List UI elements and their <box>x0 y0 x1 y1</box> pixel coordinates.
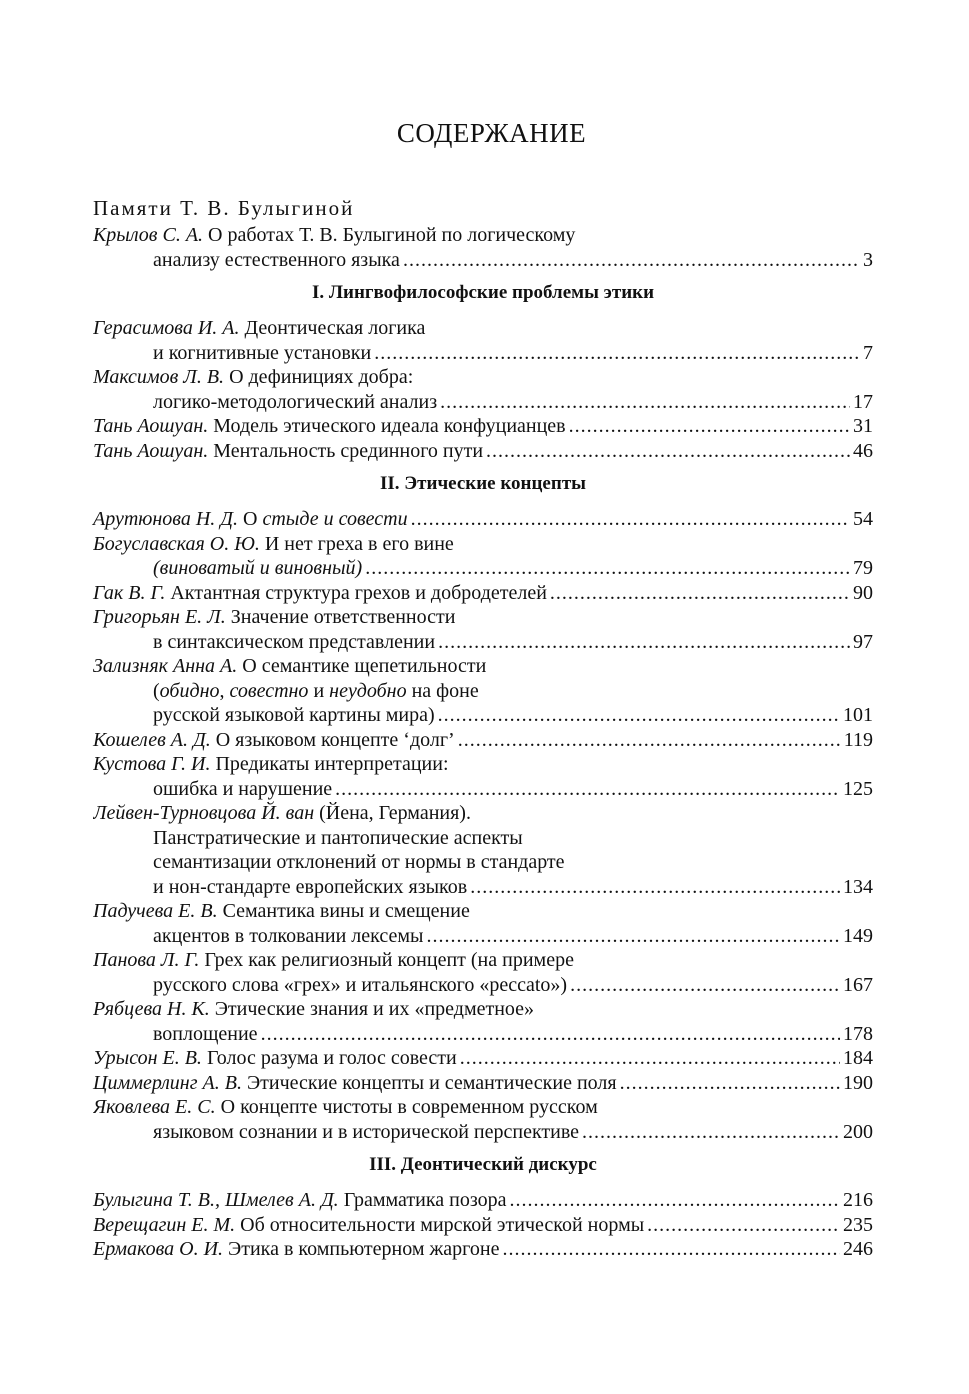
italic-text: стыде и совести <box>262 508 408 530</box>
entry-last-line <box>93 728 873 753</box>
dot-leader <box>261 1022 840 1047</box>
entry-author: Григорьян Е. Л. <box>93 606 226 628</box>
toc-entry[interactable] <box>93 414 873 439</box>
dot-leader <box>426 924 840 949</box>
toc-entry[interactable] <box>93 1046 873 1071</box>
entry-last-line <box>93 439 873 464</box>
page-number: 17 <box>853 390 873 413</box>
toc-entry-memorial[interactable] <box>93 223 873 272</box>
entry-last-line <box>93 1022 873 1047</box>
entry-last-line <box>93 703 873 728</box>
entry-title-end: Гак В. Г. Актантная структура грехов и добродетелей <box>93 581 547 604</box>
entry-author: Яковлева Е. С. <box>93 1096 216 1118</box>
entry-author: Ермакова О. И. <box>93 1238 224 1260</box>
section-heading: I. Лингвофилософские проблемы этики <box>311 282 655 303</box>
entry-author: Лейвен-Турновцова Й. ван <box>93 802 315 824</box>
italic-text: (виноватый и виновный) <box>153 557 363 579</box>
toc-entry[interactable] <box>93 948 873 997</box>
entry-last-line <box>93 341 873 366</box>
page-number: 54 <box>853 508 873 530</box>
dot-leader <box>550 581 850 606</box>
page-number: 246 <box>843 1238 873 1260</box>
page-number: 200 <box>843 1120 873 1143</box>
entry-title-end: Арутюнова Н. Д. О стыде и совести <box>93 508 408 530</box>
dot-leader <box>458 728 841 753</box>
table-of-contents <box>93 195 873 1262</box>
toc-entry[interactable] <box>93 365 873 414</box>
memorial-heading: Памяти Т. В. Булыгиной <box>93 196 355 220</box>
entry-last-line <box>93 1213 873 1238</box>
entry-title-end: Тань Аошуан. Модель этического идеала конфуцианцев <box>93 415 566 437</box>
page-number: 79 <box>853 557 873 579</box>
dot-leader <box>438 630 850 655</box>
entry-title: (Йена, Германия). <box>319 802 471 824</box>
entry-last-line <box>93 1046 873 1071</box>
entry-title-end: и когнитивные установки <box>153 341 372 364</box>
entry-last-line <box>93 630 873 655</box>
entry-last-line <box>93 777 873 802</box>
section-heading: II. Этические концепты <box>380 473 586 494</box>
dot-leader <box>460 1046 840 1071</box>
page-number: 31 <box>853 415 873 437</box>
entry-author: Кустова Г. И. <box>93 753 211 775</box>
page-number: 216 <box>843 1189 873 1211</box>
entry-author: Богуславская О. Ю. <box>93 532 260 555</box>
dot-leader <box>502 1237 840 1262</box>
entry-title-end: Верещагин Е. М. Об относительности мирской этической нормы <box>93 1213 645 1236</box>
entry-author: Циммерлинг А. В. <box>93 1071 242 1094</box>
dot-leader <box>440 390 850 415</box>
entry-title-end: логико-методологический анализ <box>153 390 438 413</box>
dot-leader <box>470 875 840 900</box>
entry-title: Предикаты интерпретации: <box>215 753 449 775</box>
page-number: 7 <box>863 341 873 364</box>
toc-entry[interactable] <box>93 728 873 753</box>
entry-last-line <box>93 924 873 949</box>
entry-first-line <box>93 532 873 557</box>
toc-entry[interactable] <box>93 532 873 581</box>
entry-author: Булыгина Т. В., Шмелев А. Д. <box>93 1189 339 1211</box>
entry-last-line <box>93 507 873 532</box>
entry-author: Гак В. Г. <box>93 581 166 604</box>
page-number: 134 <box>843 875 873 898</box>
entry-last-line <box>93 1071 873 1096</box>
page-number: 101 <box>843 704 873 726</box>
toc-entry[interactable] <box>93 1095 873 1144</box>
toc-entry[interactable] <box>93 752 873 801</box>
entry-first-line <box>93 997 873 1022</box>
entry-author: Арутюнова Н. Д. <box>93 508 239 530</box>
dot-leader <box>510 1188 841 1213</box>
entry-continuation-line: Панстратические и пантопические аспекты <box>153 826 523 849</box>
entry-last-line <box>93 1188 873 1213</box>
entry-title: О концепте чистоты в современном русском <box>220 1096 598 1118</box>
dot-leader <box>365 556 850 581</box>
entry-continuation-line: семантизации отклонений от нормы в стандарте <box>153 851 565 873</box>
dot-leader <box>569 414 850 439</box>
entry-title: Значение ответственности <box>230 606 456 628</box>
dot-leader <box>335 777 840 802</box>
dot-leader <box>411 507 850 532</box>
toc-entry[interactable] <box>93 997 873 1046</box>
page-number: 149 <box>843 924 873 947</box>
entry-continuation-line: (обидно, совестно и неудобно на фоне <box>153 679 479 702</box>
entry-title: О работах Т. В. Булыгиной по логическому <box>208 224 576 246</box>
page-number: 167 <box>843 973 873 996</box>
dot-leader <box>486 439 850 464</box>
toc-entry[interactable] <box>93 1188 873 1213</box>
page-number: 90 <box>853 581 873 604</box>
toc-entry[interactable] <box>93 507 873 532</box>
entry-first-line <box>93 801 873 826</box>
page-number: 184 <box>843 1047 873 1069</box>
entry-title-end: русской языковой картины мира) <box>153 704 435 726</box>
entry-first-line <box>93 605 873 630</box>
entry-author: Падучева Е. В. <box>93 900 218 922</box>
italic-text: совестно <box>229 679 309 702</box>
entry-last-line <box>93 973 873 998</box>
toc-entry[interactable] <box>93 654 873 728</box>
toc-entry[interactable] <box>93 581 873 606</box>
entry-title-end: русского слова «грех» и итальянского «peccato») <box>153 973 568 996</box>
entry-author: Панова Л. Г. <box>93 949 200 971</box>
page-number: 235 <box>843 1213 873 1236</box>
entry-first-line <box>93 899 873 924</box>
italic-text: неудобно <box>329 679 407 702</box>
page-title: СОДЕРЖАНИЕ <box>396 118 587 148</box>
entry-title-end: Тань Аошуан. Ментальность срединного пути <box>93 439 484 462</box>
entry-title: И нет греха в его вине <box>264 532 454 555</box>
entry-title-end: Урысон Е. В. Голос разума и голос совести <box>93 1047 457 1069</box>
entry-title-end: Булыгина Т. В., Шмелев А. Д. Грамматика позора <box>93 1189 507 1211</box>
page-number: 3 <box>863 248 873 271</box>
entry-title-end: акцентов в толковании лексемы <box>153 924 424 947</box>
entry-first-line <box>93 752 873 777</box>
page-number: 97 <box>853 630 873 653</box>
entry-title-end: Ермакова О. И. Этика в компьютерном жаргоне <box>93 1238 500 1260</box>
entry-first-line <box>93 654 873 679</box>
entry-first-line <box>93 365 873 390</box>
toc-entry[interactable] <box>93 316 873 365</box>
entry-first-line <box>93 1095 873 1120</box>
toc-entry[interactable] <box>93 899 873 948</box>
entry-title-end: анализу естественного языка <box>153 248 400 271</box>
dot-leader <box>620 1071 840 1096</box>
entry-title: Грех как религиозный концепт (на примере <box>204 949 574 971</box>
entry-author: Рябцева Н. К. <box>93 998 210 1020</box>
entry-title: Семантика вины и смещение <box>222 900 470 922</box>
toc-entry[interactable] <box>93 1213 873 1238</box>
entry-author: Максимов Л. В. <box>93 366 225 388</box>
entry-last-line <box>93 414 873 439</box>
entry-first-line <box>93 223 873 248</box>
page-number: 178 <box>843 1022 873 1045</box>
toc-entry[interactable] <box>93 1071 873 1096</box>
entry-title-end <box>153 556 362 581</box>
page-number: 190 <box>843 1071 873 1094</box>
entry-author: Тань Аошуан. <box>93 415 209 437</box>
entry-first-line <box>93 316 873 341</box>
toc-entry[interactable] <box>93 1237 873 1262</box>
page-number: 46 <box>853 439 873 462</box>
entry-author: Урысон Е. В. <box>93 1047 202 1069</box>
entry-title-end: языковом сознании и в исторической перспективе <box>153 1120 580 1143</box>
page-number: 119 <box>843 728 873 751</box>
entry-last-line <box>93 248 873 273</box>
toc-entry[interactable] <box>93 801 873 899</box>
entry-title-end: ошибка и нарушение <box>153 777 333 800</box>
entry-author: Тань Аошуан. <box>93 439 209 462</box>
entry-last-line <box>93 556 873 581</box>
entry-title: Этические знания и их «предметное» <box>214 998 535 1020</box>
entry-title-end: Циммерлинг А. В. Этические концепты и семантические поля <box>93 1071 617 1094</box>
toc-sections <box>93 282 873 1262</box>
entry-title: О дефинициях добра: <box>229 366 414 388</box>
entry-title: О семантике щепетильности <box>242 655 487 677</box>
entry-last-line <box>93 581 873 606</box>
entry-author: Крылов С. А. <box>93 224 204 246</box>
entry-author: Зализняк Анна А. <box>93 655 238 677</box>
page-number: 125 <box>843 777 873 800</box>
entry-title-end: и нон-стандарте европейских языков <box>153 875 468 898</box>
dot-leader <box>582 1120 840 1145</box>
entry-last-line <box>93 390 873 415</box>
entry-title-end: воплощение <box>153 1022 258 1045</box>
entry-author: Верещагин Е. М. <box>93 1213 236 1236</box>
dot-leader <box>647 1213 840 1238</box>
entry-title-end: в синтаксическом представлении <box>153 630 436 653</box>
dot-leader <box>438 703 840 728</box>
entry-last-line <box>93 875 873 900</box>
entry-first-line <box>93 948 873 973</box>
entry-author: Кошелев А. Д. <box>93 728 211 751</box>
entry-last-line <box>93 1237 873 1262</box>
toc-entry[interactable] <box>93 605 873 654</box>
section-heading: III. Деонтический дискурс <box>369 1154 597 1175</box>
entry-title: Деонтическая логика <box>244 317 426 339</box>
entry-title-end: Кошелев А. Д. О языковом концепте ‘долг’ <box>93 728 455 751</box>
dot-leader <box>374 341 860 366</box>
entry-author: Герасимова И. А. <box>93 317 240 339</box>
toc-entry[interactable] <box>93 439 873 464</box>
entry-last-line <box>93 1120 873 1145</box>
dot-leader <box>403 248 860 273</box>
dot-leader <box>570 973 840 998</box>
italic-text: обидно <box>159 679 220 702</box>
